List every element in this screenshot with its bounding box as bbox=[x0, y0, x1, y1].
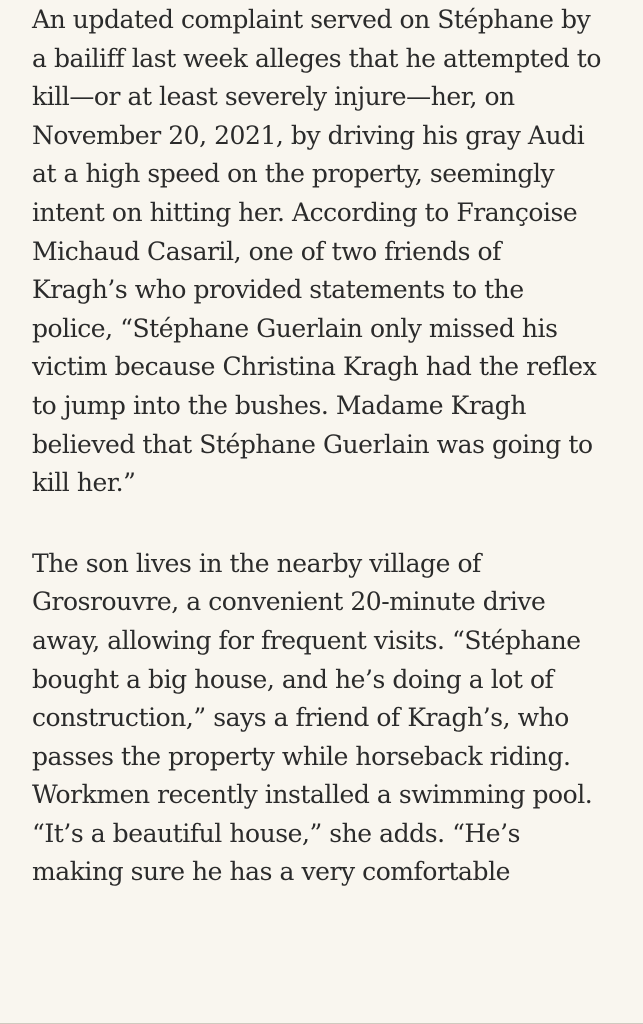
text-line: construction,” says a friend of Kragh’s, who bbox=[32, 703, 569, 733]
text-line: victim because Christina Kragh had the reflex bbox=[32, 352, 597, 382]
paragraph-complaint bbox=[32, 1, 632, 503]
text-line: away, allowing for frequent visits. “Stéphane bbox=[32, 625, 581, 655]
paragraph-son bbox=[32, 545, 632, 892]
text-line: “It’s a beautiful house,” she adds. “He’s bbox=[32, 818, 520, 848]
text-line: Grosrouvre, a convenient 20-minute drive bbox=[32, 587, 546, 617]
text-line: passes the property while horseback riding. bbox=[32, 741, 571, 771]
article-body bbox=[32, 0, 632, 892]
text-line: November 20, 2021, by driving his gray Audi bbox=[32, 120, 585, 150]
text-line: Workmen recently installed a swimming pool. bbox=[32, 780, 593, 810]
text-line: bought a big house, and he’s doing a lot of bbox=[32, 664, 554, 694]
text-line: kill—or at least severely injure—her, on bbox=[32, 82, 515, 112]
text-line: a bailiff last week alleges that he attempted to bbox=[32, 43, 601, 73]
text-line: at a high speed on the property, seemingly bbox=[32, 159, 555, 189]
text-line: to jump into the bushes. Madame Kragh bbox=[32, 390, 526, 420]
text-line: intent on hitting her. According to Françoise bbox=[32, 197, 578, 227]
text-line: police, “Stéphane Guerlain only missed his bbox=[32, 313, 558, 343]
text-line: kill her.” bbox=[32, 468, 136, 498]
text-line: making sure he has a very comfortable bbox=[32, 857, 510, 887]
text-line: An updated complaint served on Stéphane by bbox=[32, 5, 591, 34]
text-line: The son lives in the nearby village of bbox=[32, 548, 481, 578]
text-line: Michaud Casaril, one of two friends of bbox=[32, 236, 501, 266]
text-line: Kragh’s who provided statements to the bbox=[32, 275, 524, 305]
text-line: believed that Stéphane Guerlain was going to bbox=[32, 429, 593, 459]
